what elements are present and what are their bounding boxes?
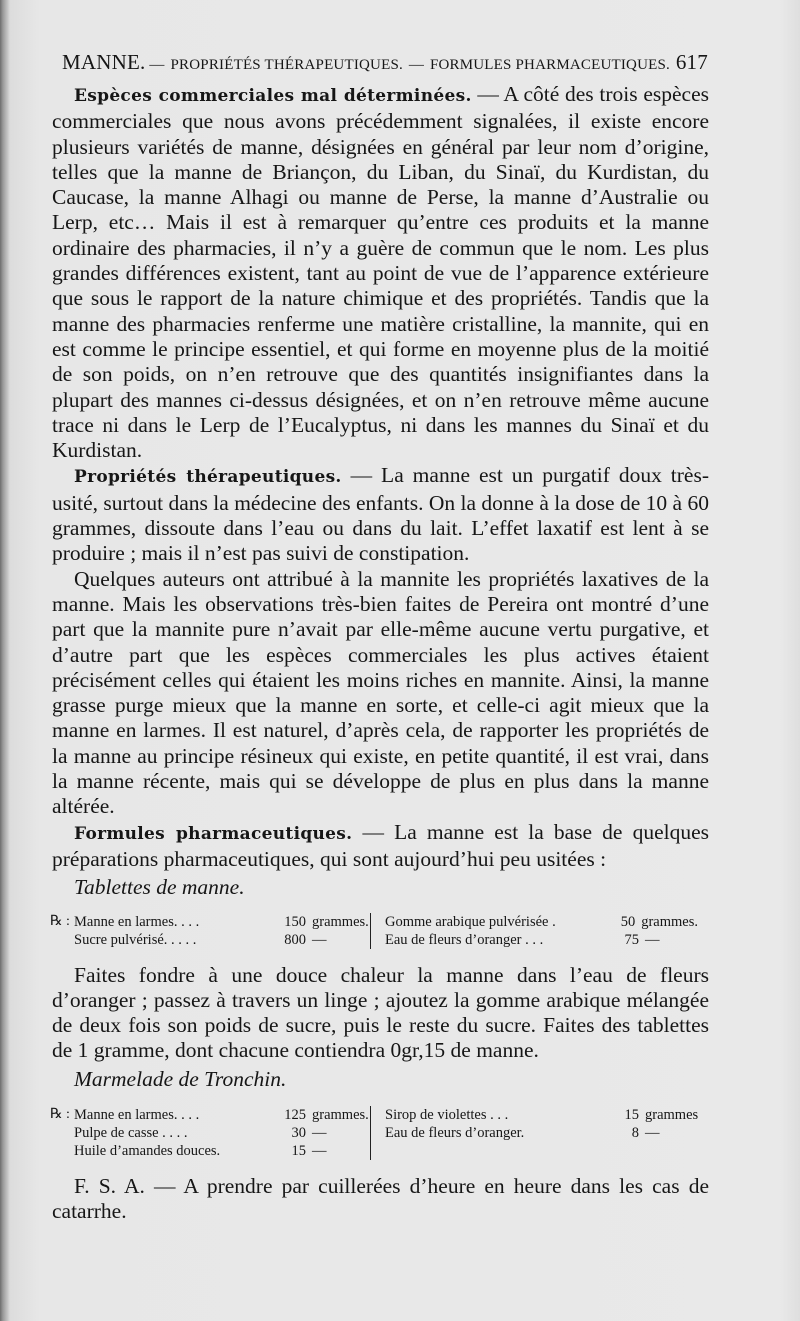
ingredient-row: Pulpe de casse . . . . 30 — [74,1124,327,1141]
recipe-table [52,1106,709,1160]
recipe-instructions: Faites fondre à une douce chaleur la manne dans l’eau de fleurs d’oranger ; passez à travers un linge ; ajoutez la gomme arabique mélangée de deux fois son poids de sucre, puis le reste du sucre. Faites des tablettes de 1 gramme, dont chacune contiendra 0gr,15 de manne. [52,962,709,1063]
ingredient-row: Sirop de violettes . . . 15 grammes [385,1106,699,1123]
recipe-table [52,913,709,949]
header-dash: — [149,57,165,73]
ingredient-row: Manne en larmes. . . . 125 grammes. [74,1106,369,1123]
section-heading: Formules pharmaceutiques. [74,823,353,844]
body-text [52,82,709,1225]
recipe-column-right [370,913,698,949]
paragraph-especes [52,82,709,463]
recipe-instructions: F. S. A. — A prendre par cuillerées d’heure en heure dans les cas de catarrhe. [52,1173,709,1224]
ingredient-row: Manne en larmes. . . . 150 grammes. [74,913,369,930]
section-heading: Espèces commerciales mal déterminées. [74,86,472,106]
paragraph-formules [52,820,709,873]
recipe-column-left [52,1106,370,1160]
ingredient-row: Huile d’amandes douces. 15 — [74,1142,327,1159]
paragraph-proprietes [52,463,709,566]
section-heading: Propriétés thérapeutiques. [74,467,342,488]
page-number: 617 [675,50,708,74]
ingredient-row: Eau de fleurs d’oranger. 8 — [385,1124,660,1141]
recipe-symbol-icon: ℞ : [50,1106,70,1122]
paragraph-text: — La manne est un purgatif doux très-usité, surtout dans la médecine des enfants. On la donne à la dose de 10 à 60 grammes, dissoute dans l’eau ou dans du lait. L’effet laxatif est lent à se produire ; mais il n’est pas suivi de constipation. [52,463,709,566]
paragraph-text: — La manne est la base de quelques préparations pharmaceutiques, qui sont aujourd’hui peu usitées : [52,819,710,871]
recipe-title: Tablettes de manne. [74,875,245,900]
ingredient-row: Sucre pulvérisé. . . . . 800 — [74,931,327,948]
recipe-symbol-icon: ℞ : [50,913,70,929]
recipe-column-right [370,1106,710,1160]
ingredient-row: Gomme arabique pulvérisée . 50 grammes. [385,913,698,930]
running-header [62,50,708,75]
ingredient-row: Eau de fleurs d’oranger . . . 75 — [385,931,660,948]
paragraph-text: — A côté des trois espèces commerciales que nous avons précédemment signalées, il existe encore plusieurs variétés de manne, désignées en général par leur nom d’origine, telles que la manne de Briançon, du Liban, du Sinaï, du Kurdistan, du Caucase, la manne Alhagi ou manne de Perse, la manne d’Australie ou Lerp, etc… Mais il est à remarquer qu’entre ces produits et la manne ordinaire des pharmacies, il n’y a guère de commun que le nom. Les plus grandes différences existent, tant au point de vue de l’apparence extérieure que sous le rapport de la nature chimique et des propriétés. Tandis que la manne des pharmacies renferme une matière cristalline, la mannite, qui en est comme le principe essentiel, et qui forme en moyenne plus de la moitié de son poids, on n’en retrouve que des quantités insignifiantes dans la plupart des mannes ci-dessus désignées, et on n’en retrouve même aucune trace ni dans le Lerp de l’Eucalyptus, ni dans les mannes du Sinaï et du Kurdistan. [52,82,709,463]
header-title: MANNE. [62,50,146,74]
paragraph-mannite: Quelques auteurs ont attribué à la mannite les propriétés laxatives de la manne. Mais les observations très-bien faites de Pereira ont montré d’une part que la mannite pure n’avait par elle-même aucune vertu purgative, et d’autre part que les espèces commerciales les plus actives étaient précisément celles qui étaient les moins riches en mannite. Ainsi, la manne grasse purge mieux que la manne en sorte, et celle-ci agit mieux que la manne en larmes. Il est naturel, d’après cela, de rapporter les propriétés de la manne au principe résineux qui existe, en petite quantité, il est vrai, dans la manne récente, mais qui se développe de plus en plus dans la manne altérée. [52,566,709,819]
recipe-title: Marmelade de Tronchin. [74,1066,287,1091]
header-section-2: FORMULES PHARMACEUTIQUES. [429,57,670,73]
header-section-1: PROPRIÉTÉS THÉRAPEUTIQUES. [170,57,403,73]
header-dash: — [408,57,425,73]
recipe-column-left [52,913,370,949]
